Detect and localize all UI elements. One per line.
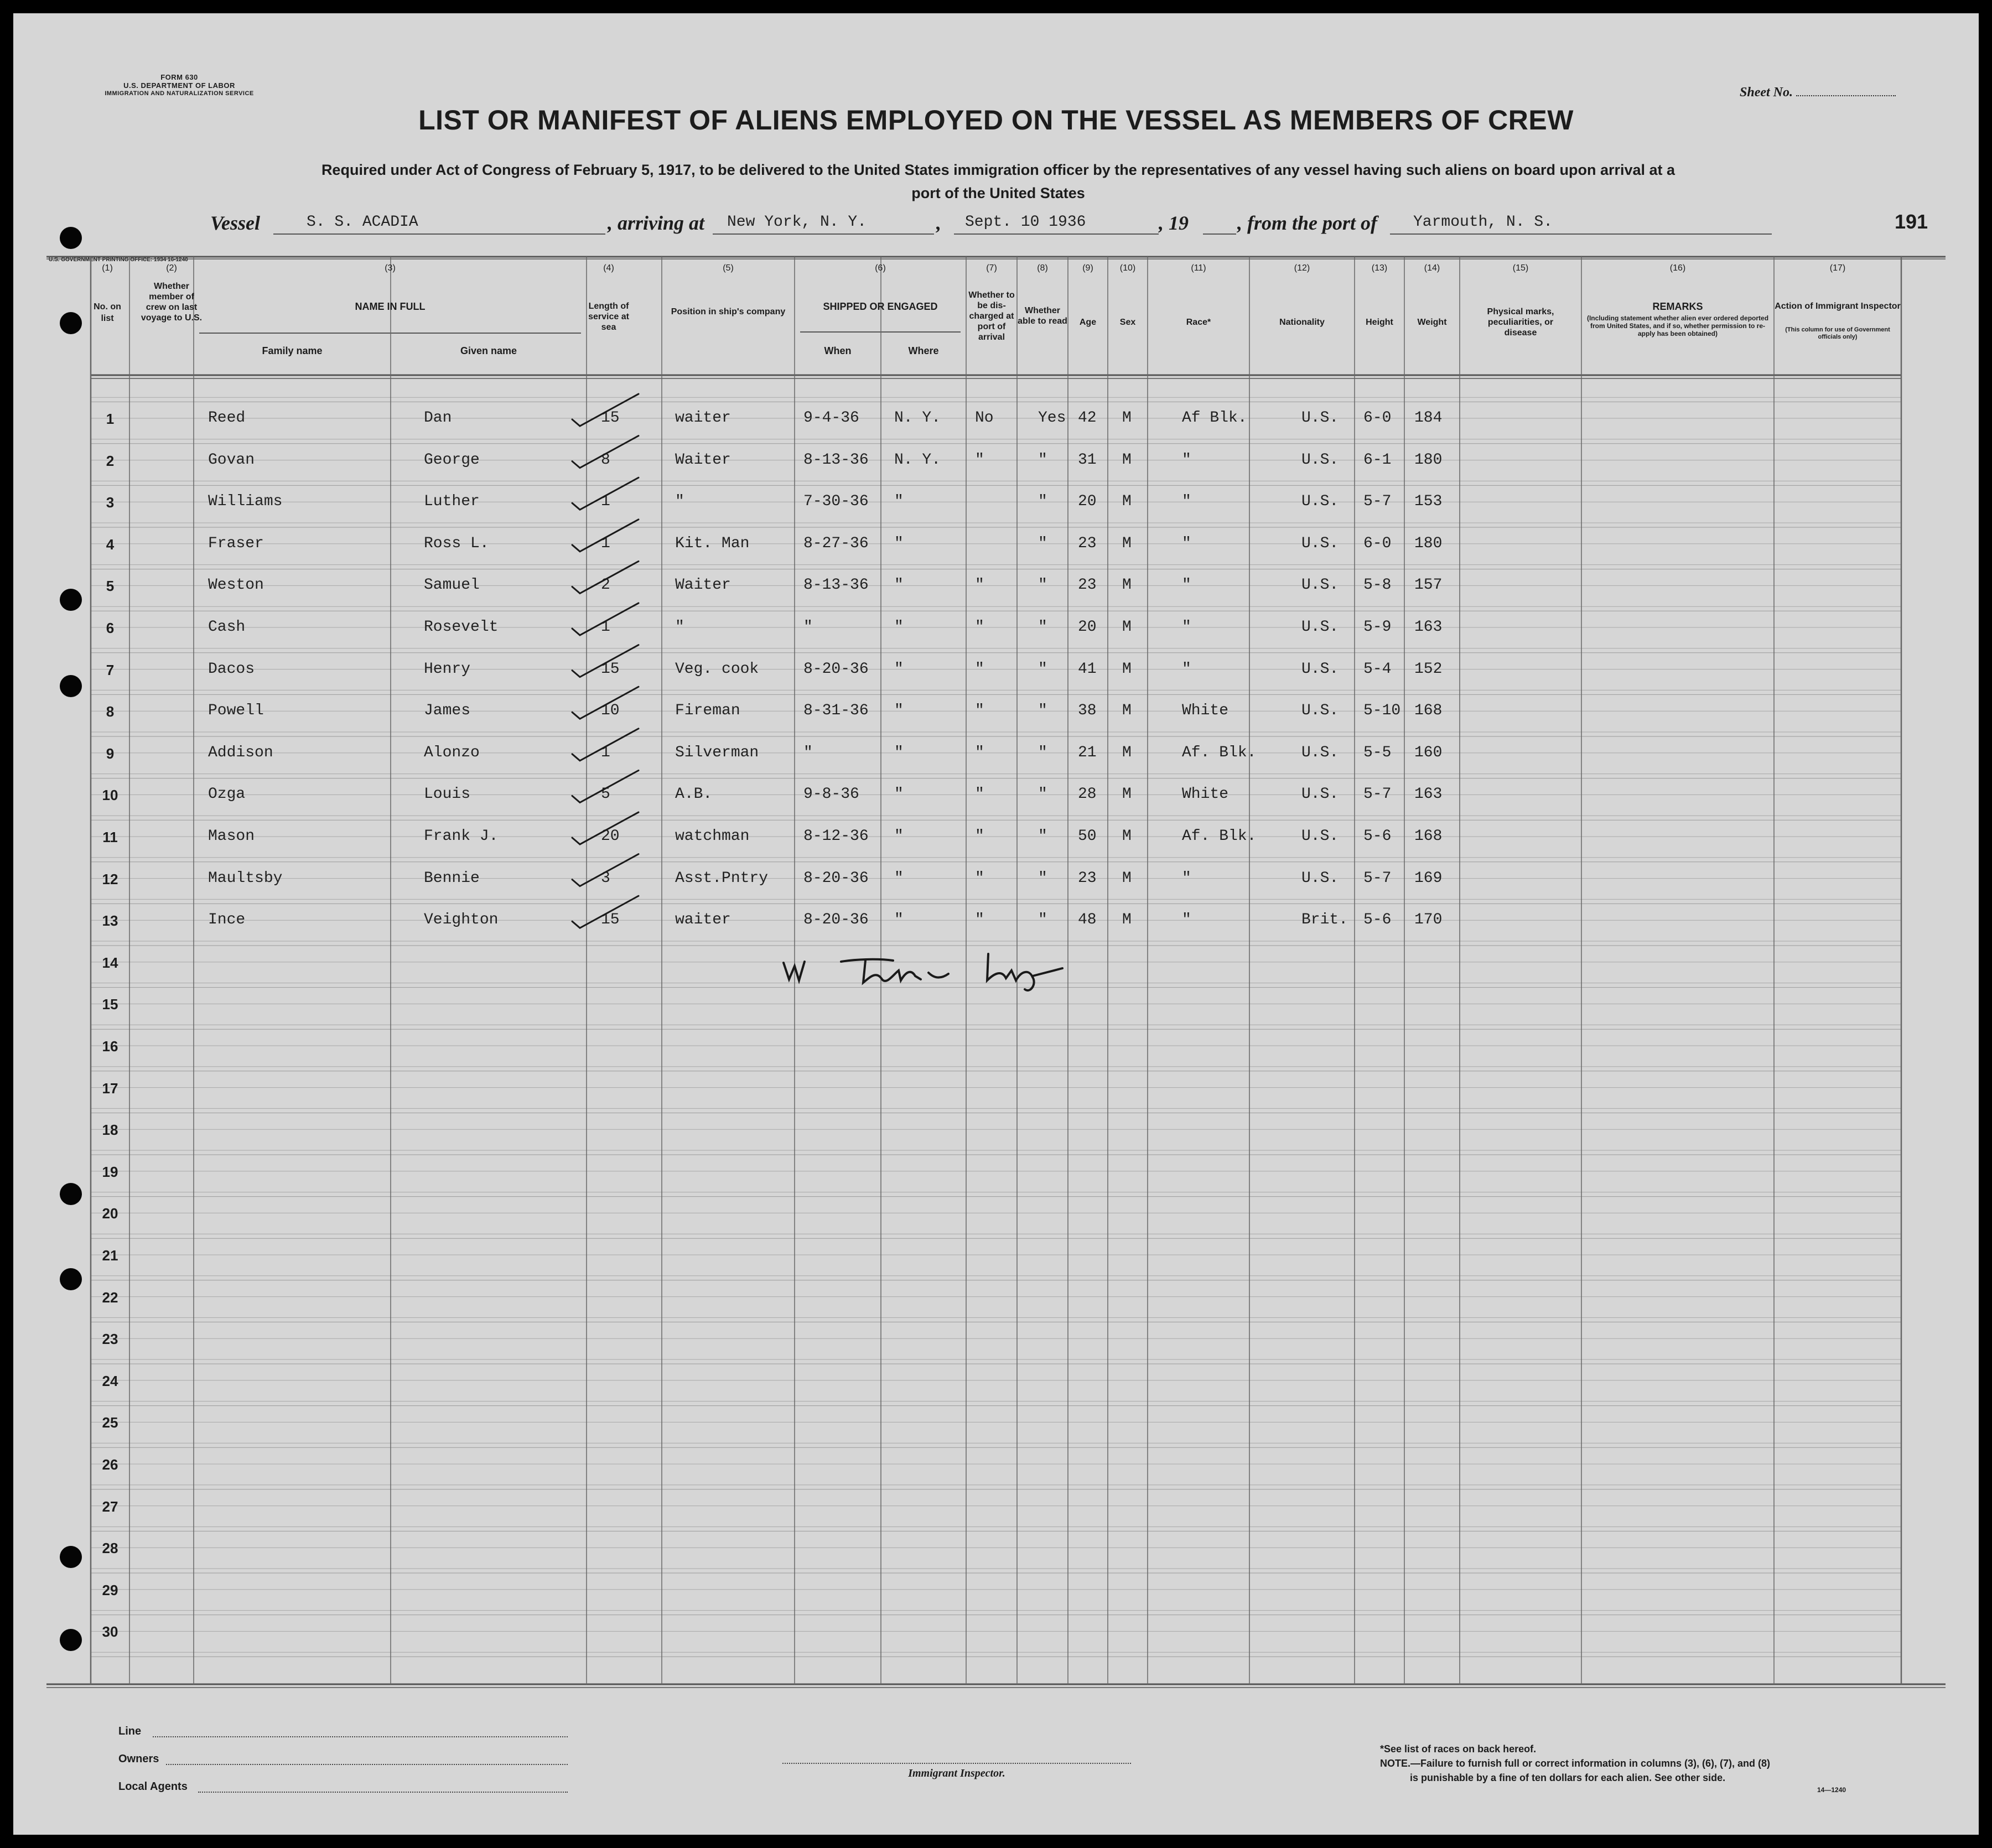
cell-height: 5-7 bbox=[1363, 786, 1392, 803]
column-number: (14) bbox=[1424, 263, 1440, 273]
inspector-label: Immigrant Inspector. bbox=[908, 1767, 1005, 1779]
vessel-label: Vessel bbox=[210, 212, 260, 234]
cell-able-to-read: Yes bbox=[1038, 409, 1066, 427]
cell-nationality: U.S. bbox=[1301, 660, 1339, 678]
cell-shipped-where: " bbox=[894, 911, 904, 929]
cell-length-of-service: 15 bbox=[601, 911, 620, 929]
cell-position: Silverman bbox=[675, 744, 759, 761]
cell-shipped-where: " bbox=[894, 869, 904, 887]
cell-age: 50 bbox=[1078, 828, 1097, 845]
cell-family-name: Cash bbox=[208, 619, 246, 636]
page-number: 191 bbox=[1895, 210, 1928, 233]
cell-length-of-service: 3 bbox=[601, 869, 610, 887]
check-mark bbox=[572, 854, 639, 886]
row-number: 24 bbox=[102, 1372, 118, 1389]
header-nationality: Nationality bbox=[1279, 318, 1325, 327]
cell-race: " bbox=[1182, 534, 1191, 552]
subtitle-line-2: port of the United States bbox=[911, 185, 1085, 201]
cell-sex: M bbox=[1122, 869, 1132, 887]
row-number: 2 bbox=[106, 452, 115, 469]
cell-nationality: U.S. bbox=[1301, 577, 1339, 594]
cell-position: waiter bbox=[675, 911, 731, 929]
cell-race: Af. Blk. bbox=[1182, 828, 1257, 845]
check-mark bbox=[572, 687, 639, 719]
cell-able-to-read: " bbox=[1038, 786, 1047, 803]
form-number: FORM 630 bbox=[160, 73, 198, 81]
check-mark bbox=[572, 477, 639, 510]
row-number: 3 bbox=[106, 494, 115, 511]
row-number: 12 bbox=[102, 870, 118, 887]
cell-family-name: Dacos bbox=[208, 660, 255, 678]
cell-given-name: Luther bbox=[424, 493, 480, 511]
cell-nationality: U.S. bbox=[1301, 493, 1339, 511]
row-number: 6 bbox=[106, 620, 115, 636]
cell-position: Kit. Man bbox=[675, 534, 750, 552]
cell-height: 5-10 bbox=[1363, 702, 1401, 720]
cell-given-name: Alonzo bbox=[424, 744, 480, 761]
header-given-name: Given name bbox=[460, 345, 517, 356]
cell-height: 6-0 bbox=[1363, 409, 1392, 427]
cell-sex: M bbox=[1122, 702, 1132, 720]
cell-length-of-service: 15 bbox=[601, 409, 620, 427]
footnotes bbox=[1380, 1742, 1933, 1785]
check-mark bbox=[572, 645, 639, 677]
header-whether-member: Whether member of crew on last voyage to U.S. bbox=[141, 282, 203, 323]
cell-discharged: " bbox=[975, 869, 984, 887]
cell-family-name: Addison bbox=[208, 744, 273, 761]
races-note: *See list of races on back hereof. bbox=[1380, 1743, 1537, 1754]
row-number: 4 bbox=[106, 536, 115, 553]
cell-sex: M bbox=[1122, 619, 1132, 636]
cell-shipped-where: " bbox=[894, 493, 904, 511]
cell-weight: 184 bbox=[1414, 409, 1443, 427]
cell-sex: M bbox=[1122, 786, 1132, 803]
header-weight: Weight bbox=[1417, 318, 1447, 327]
cell-shipped-when: 8-13-36 bbox=[803, 451, 869, 469]
row-number: 30 bbox=[102, 1623, 118, 1641]
cell-family-name: Powell bbox=[208, 702, 264, 720]
cell-sex: M bbox=[1122, 534, 1132, 552]
cell-shipped-when: 8-27-36 bbox=[803, 534, 869, 552]
check-mark bbox=[572, 436, 639, 468]
row-number: 28 bbox=[102, 1540, 118, 1557]
check-mark bbox=[572, 812, 639, 844]
cell-position: Waiter bbox=[675, 577, 731, 594]
header-age: Age bbox=[1079, 318, 1097, 327]
cell-family-name: Weston bbox=[208, 577, 264, 594]
row-number: 21 bbox=[102, 1247, 118, 1264]
cell-nationality: U.S. bbox=[1301, 828, 1339, 845]
subtitle-line-1: Required under Act of Congress of February 5, 1917, to be delivered to the United States immigration officer by the representatives of any vessel having such aliens on board upon arrival at a bbox=[321, 162, 1675, 178]
cell-race: White bbox=[1182, 702, 1229, 720]
cell-family-name: Reed bbox=[208, 409, 246, 427]
cell-weight: 152 bbox=[1414, 660, 1443, 678]
cell-sex: M bbox=[1122, 577, 1132, 594]
header-name-in-full: NAME IN FULL bbox=[355, 301, 426, 312]
cell-shipped-when: 8-13-36 bbox=[803, 577, 869, 594]
cell-race: " bbox=[1182, 869, 1191, 887]
check-mark bbox=[572, 603, 639, 635]
cell-shipped-where: " bbox=[894, 534, 904, 552]
cell-shipped-where: N. Y. bbox=[894, 451, 941, 469]
from-port: Yarmouth, N. S. bbox=[1413, 214, 1553, 231]
cell-length-of-service: 5 bbox=[601, 786, 610, 803]
check-mark bbox=[572, 770, 639, 802]
header-remarks: REMARKS bbox=[1652, 301, 1703, 312]
column-number: (6) bbox=[875, 263, 886, 273]
row-number: 22 bbox=[102, 1289, 118, 1306]
header-shipped-or-engaged: SHIPPED OR ENGAGED bbox=[823, 301, 938, 312]
cell-given-name: Dan bbox=[424, 409, 452, 427]
cell-nationality: U.S. bbox=[1301, 619, 1339, 636]
header-length-of-service: Length of service at sea bbox=[588, 302, 629, 332]
cell-position: Fireman bbox=[675, 702, 740, 720]
cell-nationality: U.S. bbox=[1301, 786, 1339, 803]
cell-nationality: U.S. bbox=[1301, 409, 1339, 427]
cell-able-to-read: " bbox=[1038, 534, 1047, 552]
date-separator: , bbox=[936, 212, 941, 234]
cell-given-name: George bbox=[424, 451, 480, 469]
printing-office-line: U.S. GOVERNMENT PRINTING OFFICE: 1934 16-1240 bbox=[49, 257, 188, 263]
cell-age: 28 bbox=[1078, 786, 1097, 803]
check-mark bbox=[572, 896, 639, 928]
inspector-signature bbox=[784, 954, 1062, 990]
header-family-name: Family name bbox=[262, 345, 323, 356]
cell-height: 5-8 bbox=[1363, 577, 1392, 594]
row-number: 19 bbox=[102, 1163, 118, 1180]
header-action: Action of Immigrant Inspector bbox=[1775, 302, 1901, 311]
cell-family-name: Govan bbox=[208, 451, 255, 469]
column-number: (4) bbox=[603, 263, 614, 273]
cell-discharged: No bbox=[975, 409, 994, 427]
cell-position: A.B. bbox=[675, 786, 713, 803]
row-number: 17 bbox=[102, 1079, 118, 1097]
cell-able-to-read: " bbox=[1038, 911, 1047, 929]
cell-race: " bbox=[1182, 493, 1191, 511]
cell-able-to-read: " bbox=[1038, 702, 1047, 720]
cell-age: 31 bbox=[1078, 451, 1097, 469]
cell-shipped-where: N. Y. bbox=[894, 409, 941, 427]
cell-shipped-where: " bbox=[894, 619, 904, 636]
header-remarks-note: (Including statement whether alien ever ordered deported from United States, and if so, whether permission to re-apply has been obtained) bbox=[1586, 314, 1769, 338]
cell-position: Veg. cook bbox=[675, 660, 759, 678]
arriving-label: , arriving at bbox=[608, 212, 705, 234]
row-number: 13 bbox=[102, 912, 118, 930]
cell-age: 23 bbox=[1078, 577, 1097, 594]
cell-family-name: Maultsby bbox=[208, 869, 283, 887]
row-number: 25 bbox=[102, 1414, 118, 1431]
cell-discharged: " bbox=[975, 619, 984, 636]
row-number: 16 bbox=[102, 1038, 118, 1055]
cell-age: 48 bbox=[1078, 911, 1097, 929]
cell-family-name: Williams bbox=[208, 493, 283, 511]
row-number: 5 bbox=[106, 578, 115, 595]
cell-sex: M bbox=[1122, 409, 1132, 427]
cell-discharged: " bbox=[975, 828, 984, 845]
cell-position: " bbox=[675, 619, 684, 636]
cell-weight: 157 bbox=[1414, 577, 1443, 594]
cell-weight: 168 bbox=[1414, 828, 1443, 845]
row-number: 14 bbox=[102, 954, 118, 971]
cell-position: Asst.Pntry bbox=[675, 869, 769, 887]
row-number: 10 bbox=[102, 787, 118, 804]
cell-height: 6-0 bbox=[1363, 534, 1392, 552]
cell-age: 42 bbox=[1078, 409, 1097, 427]
cell-race: " bbox=[1182, 577, 1191, 594]
cell-nationality: U.S. bbox=[1301, 744, 1339, 761]
penalty-note-2: is punishable by a fine of ten dollars for each alien. See other side. bbox=[1410, 1772, 1726, 1783]
check-mark bbox=[572, 561, 639, 593]
cell-discharged: " bbox=[975, 786, 984, 803]
check-mark bbox=[572, 394, 639, 426]
column-number: (3) bbox=[385, 263, 396, 273]
cell-race: " bbox=[1182, 911, 1191, 929]
cell-shipped-when: 9-8-36 bbox=[803, 786, 859, 803]
cell-sex: M bbox=[1122, 911, 1132, 929]
cell-height: 5-7 bbox=[1363, 869, 1392, 887]
from-port-label: , from the port of bbox=[1237, 212, 1378, 234]
cell-height: 5-7 bbox=[1363, 493, 1392, 511]
column-number: (5) bbox=[723, 263, 734, 273]
cell-able-to-read: " bbox=[1038, 828, 1047, 845]
cell-weight: 160 bbox=[1414, 744, 1443, 761]
column-number: (15) bbox=[1512, 263, 1529, 273]
cell-shipped-when: 8-20-36 bbox=[803, 911, 869, 929]
cell-weight: 170 bbox=[1414, 911, 1443, 929]
cell-height: 5-6 bbox=[1363, 828, 1392, 845]
header-sex: Sex bbox=[1119, 318, 1136, 327]
cell-shipped-where: " bbox=[894, 577, 904, 594]
cell-discharged: " bbox=[975, 451, 984, 469]
column-number: (9) bbox=[1082, 263, 1093, 273]
cell-shipped-when: 7-30-36 bbox=[803, 493, 869, 511]
header-discharged: Whether to be dis-charged at port of arrival bbox=[968, 290, 1015, 342]
arrival-date: Sept. 10 1936 bbox=[965, 214, 1086, 231]
row-number: 23 bbox=[102, 1331, 118, 1348]
cell-discharged: " bbox=[975, 660, 984, 678]
service-name: IMMIGRATION AND NATURALIZATION SERVICE bbox=[105, 90, 254, 97]
cell-given-name: Rosevelt bbox=[424, 619, 499, 636]
cell-able-to-read: " bbox=[1038, 744, 1047, 761]
row-number: 20 bbox=[102, 1205, 118, 1222]
cell-height: 5-9 bbox=[1363, 619, 1392, 636]
sheet-number-label: Sheet No. bbox=[1740, 85, 1793, 100]
cell-able-to-read: " bbox=[1038, 577, 1047, 594]
cell-shipped-where: " bbox=[894, 660, 904, 678]
local-agents-label: Local Agents bbox=[118, 1780, 188, 1793]
cell-length-of-service: 1 bbox=[601, 744, 610, 761]
cell-nationality: Brit. bbox=[1301, 911, 1348, 929]
cell-age: 38 bbox=[1078, 702, 1097, 720]
column-number: (1) bbox=[102, 263, 113, 273]
cell-shipped-where: " bbox=[894, 744, 904, 761]
owners-label: Owners bbox=[118, 1753, 159, 1765]
column-number: (17) bbox=[1829, 263, 1846, 273]
cell-position: Waiter bbox=[675, 451, 731, 469]
cell-height: 5-6 bbox=[1363, 911, 1392, 929]
cell-race: " bbox=[1182, 619, 1191, 636]
header-physical-marks: Physical marks, peculiarities, or disease bbox=[1487, 307, 1554, 338]
cell-shipped-when: 9-4-36 bbox=[803, 409, 859, 427]
cell-weight: 180 bbox=[1414, 534, 1443, 552]
cell-weight: 163 bbox=[1414, 619, 1443, 636]
cell-age: 20 bbox=[1078, 619, 1097, 636]
cell-weight: 169 bbox=[1414, 869, 1443, 887]
cell-length-of-service: 15 bbox=[601, 660, 620, 678]
line-label: Line bbox=[118, 1725, 142, 1737]
cell-height: 5-4 bbox=[1363, 660, 1392, 678]
cell-sex: M bbox=[1122, 660, 1132, 678]
cell-discharged: " bbox=[975, 702, 984, 720]
cell-length-of-service: 2 bbox=[601, 577, 610, 594]
row-number: 29 bbox=[102, 1581, 118, 1598]
column-number: (7) bbox=[986, 263, 997, 273]
cell-age: 23 bbox=[1078, 869, 1097, 887]
cell-race: Af. Blk. bbox=[1182, 744, 1257, 761]
cell-length-of-service: 8 bbox=[601, 451, 610, 469]
cell-length-of-service: 1 bbox=[601, 619, 610, 636]
row-number: 8 bbox=[106, 703, 115, 720]
cell-nationality: U.S. bbox=[1301, 702, 1339, 720]
header-able-to-read: Whether able to read bbox=[1018, 306, 1067, 326]
cell-weight: 163 bbox=[1414, 786, 1443, 803]
cell-weight: 180 bbox=[1414, 451, 1443, 469]
cell-length-of-service: 20 bbox=[601, 828, 620, 845]
cell-age: 20 bbox=[1078, 493, 1097, 511]
cell-sex: M bbox=[1122, 451, 1132, 469]
column-number: (10) bbox=[1119, 263, 1136, 273]
header-height: Height bbox=[1366, 318, 1393, 327]
cell-shipped-where: " bbox=[894, 828, 904, 845]
cell-family-name: Ince bbox=[208, 911, 246, 929]
cell-discharged: " bbox=[975, 911, 984, 929]
row-number: 7 bbox=[106, 661, 115, 678]
cell-given-name: Louis bbox=[424, 786, 471, 803]
form-code: 14—1240 bbox=[1817, 1786, 1846, 1794]
check-mark bbox=[572, 729, 639, 761]
cell-given-name: Bennie bbox=[424, 869, 480, 887]
cell-height: 6-1 bbox=[1363, 451, 1392, 469]
header-no-on-list: No. on list bbox=[94, 302, 121, 323]
cell-given-name: Henry bbox=[424, 660, 471, 678]
cell-age: 21 bbox=[1078, 744, 1097, 761]
row-number: 9 bbox=[106, 745, 115, 762]
cell-length-of-service: 1 bbox=[601, 493, 610, 511]
cell-shipped-when: 8-20-36 bbox=[803, 660, 869, 678]
cell-sex: M bbox=[1122, 744, 1132, 761]
cell-length-of-service: 1 bbox=[601, 534, 610, 552]
column-number: (8) bbox=[1037, 263, 1048, 273]
cell-weight: 168 bbox=[1414, 702, 1443, 720]
row-number: 15 bbox=[102, 996, 118, 1013]
cell-shipped-where: " bbox=[894, 702, 904, 720]
cell-weight: 153 bbox=[1414, 493, 1443, 511]
cell-discharged: " bbox=[975, 577, 984, 594]
cell-able-to-read: " bbox=[1038, 660, 1047, 678]
cell-nationality: U.S. bbox=[1301, 869, 1339, 887]
cell-age: 41 bbox=[1078, 660, 1097, 678]
cell-position: watchman bbox=[675, 828, 750, 845]
cell-shipped-when: " bbox=[803, 619, 813, 636]
cell-family-name: Mason bbox=[208, 828, 255, 845]
year-label: , 19 bbox=[1159, 212, 1189, 234]
cell-race: Af Blk. bbox=[1182, 409, 1247, 427]
cell-position: " bbox=[675, 493, 684, 511]
cell-race: White bbox=[1182, 786, 1229, 803]
cell-given-name: Ross L. bbox=[424, 534, 489, 552]
arriving-port: New York, N. Y. bbox=[727, 214, 867, 231]
column-number: (2) bbox=[166, 263, 177, 273]
row-number: 27 bbox=[102, 1498, 118, 1515]
cell-family-name: Fraser bbox=[208, 534, 264, 552]
cell-given-name: Frank J. bbox=[424, 828, 499, 845]
department-name: U.S. DEPARTMENT OF LABOR bbox=[123, 81, 235, 90]
column-number: (12) bbox=[1294, 263, 1310, 273]
handwritten-marks bbox=[13, 13, 1979, 1835]
cell-length-of-service: 10 bbox=[601, 702, 620, 720]
cell-able-to-read: " bbox=[1038, 869, 1047, 887]
cell-family-name: Ozga bbox=[208, 786, 246, 803]
row-number: 1 bbox=[106, 411, 115, 427]
column-number: (16) bbox=[1669, 263, 1686, 273]
cell-age: 23 bbox=[1078, 534, 1097, 552]
cell-race: " bbox=[1182, 660, 1191, 678]
column-number: (13) bbox=[1371, 263, 1388, 273]
header-where: Where bbox=[908, 345, 939, 356]
cell-sex: M bbox=[1122, 493, 1132, 511]
cell-race: " bbox=[1182, 451, 1191, 469]
row-number: 18 bbox=[102, 1122, 118, 1139]
cell-shipped-when: 8-20-36 bbox=[803, 869, 869, 887]
check-mark bbox=[572, 520, 639, 552]
cell-height: 5-5 bbox=[1363, 744, 1392, 761]
cell-given-name: Samuel bbox=[424, 577, 480, 594]
header-action-note: (This column for use of Government officials only) bbox=[1785, 326, 1890, 340]
cell-able-to-read: " bbox=[1038, 451, 1047, 469]
cell-position: waiter bbox=[675, 409, 731, 427]
header-race: Race* bbox=[1186, 318, 1211, 327]
cell-discharged: " bbox=[975, 744, 984, 761]
cell-given-name: Veighton bbox=[424, 911, 499, 929]
manifest-sheet bbox=[13, 13, 1979, 1835]
cell-able-to-read: " bbox=[1038, 493, 1047, 511]
page-title: LIST OR MANIFEST OF ALIENS EMPLOYED ON THE VESSEL AS MEMBERS OF CREW bbox=[418, 105, 1574, 136]
cell-nationality: U.S. bbox=[1301, 451, 1339, 469]
cell-shipped-when: " bbox=[803, 744, 813, 761]
header-position: Position in ship's company bbox=[671, 307, 786, 316]
row-number: 11 bbox=[102, 829, 118, 845]
header-when: When bbox=[824, 345, 852, 356]
vessel-name: S. S. ACADIA bbox=[307, 214, 418, 231]
cell-shipped-where: " bbox=[894, 786, 904, 803]
cell-able-to-read: " bbox=[1038, 619, 1047, 636]
cell-sex: M bbox=[1122, 828, 1132, 845]
penalty-note-1: NOTE.—Failure to furnish full or correct information in columns (3), (6), (7), and (8) bbox=[1380, 1758, 1771, 1769]
cell-nationality: U.S. bbox=[1301, 534, 1339, 552]
cell-shipped-when: 8-12-36 bbox=[803, 828, 869, 845]
row-number: 26 bbox=[102, 1456, 118, 1473]
column-number: (11) bbox=[1191, 263, 1206, 273]
cell-given-name: James bbox=[424, 702, 471, 720]
cell-shipped-when: 8-31-36 bbox=[803, 702, 869, 720]
